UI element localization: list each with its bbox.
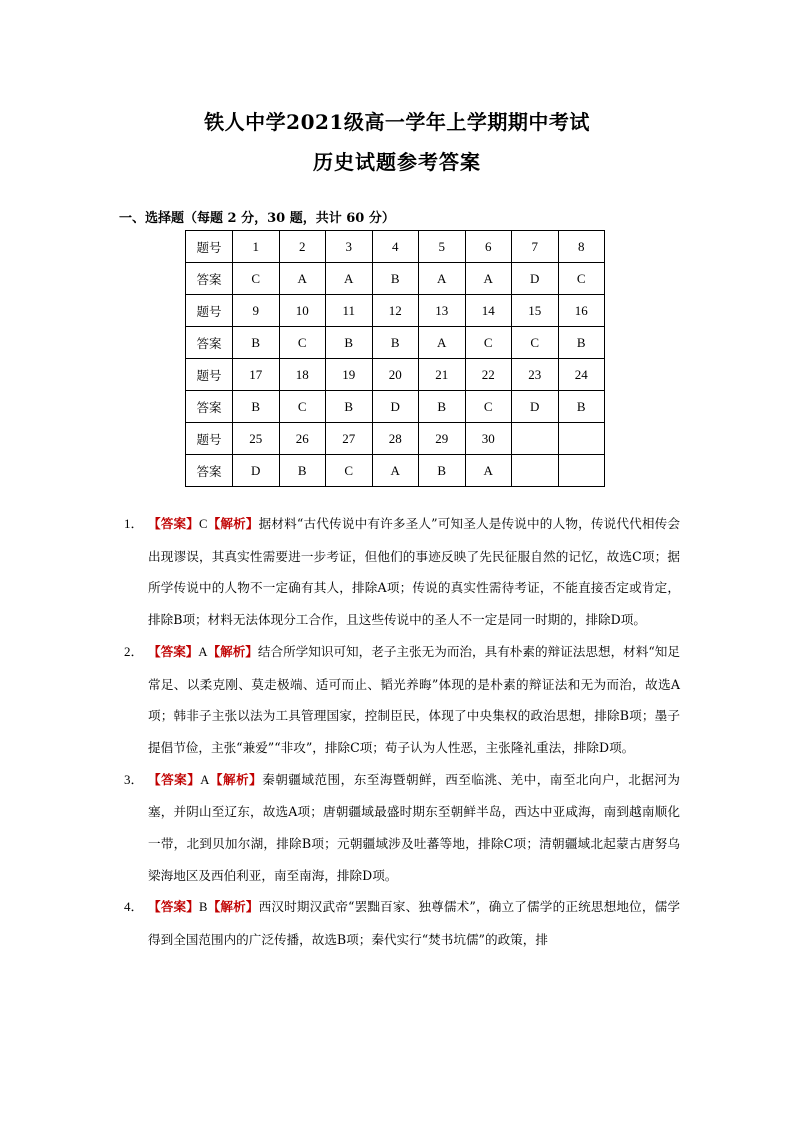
- answer-letter: A: [200, 772, 210, 787]
- answer-cell: B: [372, 327, 419, 359]
- item-body: [148, 891, 680, 955]
- item-number: 4．: [124, 899, 144, 915]
- answer-cell: C: [279, 327, 326, 359]
- answer-cell: C: [233, 263, 280, 295]
- explanation-item: [124, 636, 680, 764]
- question-label-cell: 题号: [186, 231, 233, 263]
- answer-cell: B: [372, 263, 419, 295]
- question-cell: 25: [233, 423, 280, 455]
- question-cell: 26: [279, 423, 326, 455]
- answer-cell: C: [465, 391, 512, 423]
- answer-cell: B: [233, 327, 280, 359]
- answer-cell: B: [558, 391, 605, 423]
- answer-row: [186, 263, 605, 295]
- question-cell: 10: [279, 295, 326, 327]
- answer-cell: A: [372, 455, 419, 487]
- answer-cell: C: [512, 327, 559, 359]
- answer-cell: B: [233, 391, 280, 423]
- item-number: 3．: [124, 771, 144, 787]
- question-cell: 29: [419, 423, 466, 455]
- answer-cell: A: [465, 263, 512, 295]
- explanation-list: [124, 508, 680, 956]
- question-cell: 20: [372, 359, 419, 391]
- question-cell: 22: [465, 359, 512, 391]
- explanation-item: [124, 891, 680, 955]
- question-cell: 3: [326, 231, 373, 263]
- analysis-text: 西汉时期汉武帝“罢黜百家、独尊儒术”，确立了儒学的正统思想地位，儒学得到全国范围内的广泛传播，故选B项；秦代实行“焚书坑儒”的政策，排: [148, 899, 680, 948]
- document-subtitle: 历史试题参考答案: [313, 150, 481, 174]
- question-cell: [558, 423, 605, 455]
- answer-cell: B: [558, 327, 605, 359]
- answer-cell: A: [326, 263, 373, 295]
- answer-cell: D: [512, 391, 559, 423]
- answer-cell: A: [279, 263, 326, 295]
- item-body: [148, 764, 680, 892]
- analysis-tag: 【解析】: [207, 643, 258, 659]
- analysis-tag: 【解析】: [207, 899, 259, 915]
- question-cell: 17: [233, 359, 280, 391]
- explanation-item: [124, 508, 680, 636]
- question-cell: 1: [233, 231, 280, 263]
- answer-tag: 【答案】: [148, 516, 200, 531]
- question-cell: 19: [326, 359, 373, 391]
- analysis-tag: 【解析】: [207, 516, 259, 531]
- question-cell: 8: [558, 231, 605, 263]
- answer-row: [186, 391, 605, 423]
- answer-tag: 【答案】: [148, 643, 199, 659]
- question-cell: 23: [512, 359, 559, 391]
- answer-row: [186, 327, 605, 359]
- analysis-text: 据材料“古代传说中有许多圣人”可知圣人是传说中的人物，传说代代相传会出现谬误，其真实性需要进一步考证，但他们的事迹反映了先民征服自然的记忆，故选C项；据所学传说中的人物不一定确有其人，排除A项；传说的真实性需待考证，不能直接否定或肯定，排除B项；材料无法体现分工合作，且这些传说中的圣人不一定是同一时期的，排除D项。: [148, 516, 680, 628]
- analysis-text: 结合所学知识可知，老子主张无为而治，具有朴素的辩证法思想，材料“知足常足、以柔克刚、莫走极端、适可而止、韬光养晦”体现的是朴素的辩证法和无为而治，故选A项；韩非子主张以法为工具管理国家，控制臣民，体现了中央集权的政治思想，排除B项；墨子提倡节俭，主张“兼爱”“非攻”，排除C项；荀子认为人性恶，主张隆礼重法，排除D项。: [148, 643, 680, 755]
- question-cell: 18: [279, 359, 326, 391]
- answer-cell: D: [372, 391, 419, 423]
- item-number: 1．: [124, 516, 144, 531]
- item-number: 2．: [124, 643, 144, 659]
- question-cell: 11: [326, 295, 373, 327]
- section-heading: 一、选择题（每题 2 分，30 题，共计 60 分）: [119, 211, 395, 226]
- answer-cell: C: [465, 327, 512, 359]
- answer-cell: A: [419, 327, 466, 359]
- question-row: [186, 423, 605, 455]
- question-cell: 4: [372, 231, 419, 263]
- question-cell: [512, 423, 559, 455]
- answer-cell: [512, 455, 559, 487]
- document-title: 铁人中学2021级高一学年上学期期中考试: [204, 110, 590, 134]
- answer-cell: B: [326, 391, 373, 423]
- answer-row: [186, 455, 605, 487]
- answer-cell: C: [326, 455, 373, 487]
- question-cell: 13: [419, 295, 466, 327]
- question-cell: 7: [512, 231, 559, 263]
- question-label-cell: 题号: [186, 423, 233, 455]
- question-cell: 14: [465, 295, 512, 327]
- question-cell: 6: [465, 231, 512, 263]
- question-cell: 24: [558, 359, 605, 391]
- question-label-cell: 题号: [186, 295, 233, 327]
- question-cell: 2: [279, 231, 326, 263]
- item-body: [148, 508, 680, 636]
- answer-cell: B: [326, 327, 373, 359]
- answer-cell: C: [558, 263, 605, 295]
- question-cell: 27: [326, 423, 373, 455]
- answer-label-cell: 答案: [186, 327, 233, 359]
- question-cell: 30: [465, 423, 512, 455]
- answer-label-cell: 答案: [186, 263, 233, 295]
- answer-cell: A: [419, 263, 466, 295]
- answer-cell: B: [279, 455, 326, 487]
- answer-letter: C: [199, 517, 208, 531]
- answer-cell: B: [419, 455, 466, 487]
- answer-label-cell: 答案: [186, 391, 233, 423]
- answer-label-cell: 答案: [186, 455, 233, 487]
- question-cell: 21: [419, 359, 466, 391]
- answer-letter: B: [199, 900, 208, 915]
- answer-cell: B: [419, 391, 466, 423]
- analysis-text: 秦朝疆域范围，东至海暨朝鲜，西至临洮、羌中，南至北向户，北据河为塞，并阴山至辽东，故选A项；唐朝疆域最盛时期东至朝鲜半岛，西达中亚咸海，南到越南顺化一带，北到贝加尔湖，排除B项；元朝疆域涉及吐蕃等地，排除C项；清朝疆域北起蒙古唐努乌梁海地区及西伯利亚，南至南海，排除D项。: [148, 771, 681, 883]
- question-row: [186, 295, 605, 327]
- question-cell: 5: [419, 231, 466, 263]
- answer-tag: 【答案】: [148, 771, 201, 787]
- answer-letter: A: [198, 644, 208, 659]
- answer-cell: C: [279, 391, 326, 423]
- answer-cell: D: [233, 455, 280, 487]
- answer-table: [185, 230, 605, 487]
- question-cell: 12: [372, 295, 419, 327]
- answer-tag: 【答案】: [148, 899, 200, 915]
- question-cell: 28: [372, 423, 419, 455]
- explanation-item: [124, 764, 680, 892]
- analysis-tag: 【解析】: [209, 771, 263, 787]
- item-body: [148, 636, 680, 764]
- question-row: [186, 359, 605, 391]
- question-cell: 15: [512, 295, 559, 327]
- question-cell: 16: [558, 295, 605, 327]
- answer-cell: D: [512, 263, 559, 295]
- question-label-cell: 题号: [186, 359, 233, 391]
- question-row: [186, 231, 605, 263]
- answer-cell: A: [465, 455, 512, 487]
- answer-cell: [558, 455, 605, 487]
- question-cell: 9: [233, 295, 280, 327]
